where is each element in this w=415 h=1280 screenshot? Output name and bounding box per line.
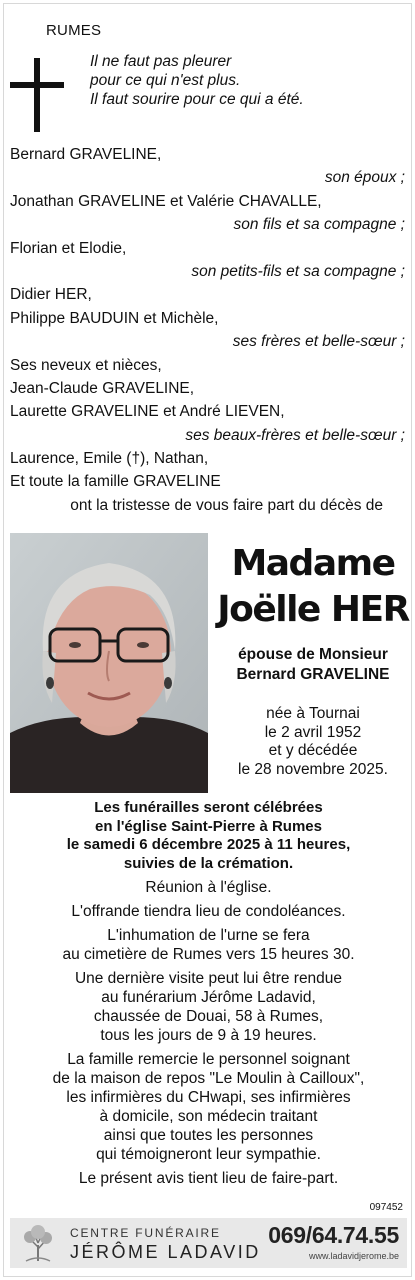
brand-line-2: JÉRÔME LADAVID (70, 1242, 261, 1262)
date-line: le 28 novembre 2025. (238, 760, 388, 778)
family-member-line: Laurence, Emile (†), Nathan, (10, 450, 209, 468)
reference-number: 097452 (369, 1202, 403, 1213)
family-member-line: Bernard GRAVELINE, (10, 146, 162, 163)
info-paragraph (10, 1050, 407, 1164)
info-line: chaussée de Douai, 58 à Rumes, (93, 1008, 324, 1025)
info-line: ainsi que toutes les personnes (103, 1127, 314, 1144)
family-member-line: Jean-Claude GRAVELINE, (10, 379, 195, 397)
family-member-line: Et toute la famille GRAVELINE (10, 473, 221, 491)
funeral-line: en l'église Saint-Pierre à Rumes (95, 817, 322, 835)
info-paragraph (10, 1169, 407, 1188)
funeral-home-banner (10, 1218, 407, 1268)
funeral-line: Les funérailles seront célébrées (94, 799, 323, 816)
spouse-line: épouse de Monsieur (238, 646, 388, 663)
phone-number[interactable]: 069/64.74.55 (268, 1222, 399, 1248)
deceased-title: Madame (231, 543, 395, 584)
family-member-line: Ses neveux et nièces, (10, 356, 162, 374)
tree-logo-icon (18, 1223, 58, 1263)
info-paragraph (10, 969, 407, 1045)
info-paragraph (10, 926, 407, 964)
date-line: née à Tournai (266, 705, 360, 722)
info-line: Une dernière visite peut lui être rendue (74, 970, 343, 987)
deceased-name: Joëlle HER (217, 589, 409, 630)
website-link[interactable]: www.ladavidjerome.be (308, 1251, 399, 1261)
brand-line-1: CENTRE FUNÉRAIRE (70, 1226, 221, 1240)
spouse-line: Bernard GRAVELINE (236, 666, 390, 683)
date-line: le 2 avril 1952 (264, 723, 362, 741)
announcement-line: ont la tristesse de vous faire part du décès de (70, 496, 383, 514)
date-line: et y décédée (268, 742, 358, 759)
funeral-line: le samedi 6 décembre 2025 à 11 heures, (66, 836, 351, 853)
info-line: de la maison de repos "Le Moulin à Cailloux", (52, 1070, 365, 1087)
info-line: Le présent avis tient lieu de faire-part. (78, 1170, 339, 1187)
quote-line: Il faut sourire pour ce qui a été. (90, 91, 304, 108)
quote-line: Il ne faut pas pleurer (90, 53, 232, 70)
spouse-info (215, 645, 411, 685)
funeral-line: suivies de la crémation. (123, 854, 294, 872)
deceased-name-block (215, 541, 411, 633)
info-line: L'inhumation de l'urne se fera (107, 927, 310, 944)
family-list (10, 143, 407, 517)
info-line: les infirmières du CHwapi, ses infirmières (66, 1089, 351, 1106)
info-line: au cimetière de Rumes vers 15 heures 30. (62, 946, 355, 963)
info-line: tous les jours de 9 à 19 heures. (100, 1027, 317, 1044)
life-dates (215, 705, 411, 779)
relation-line: ses beaux-frères et belle-sœur ; (185, 426, 405, 444)
family-member-line: Philippe BAUDUIN et Michèle, (10, 309, 219, 327)
relation-line: son petits-fils et sa compagne ; (191, 262, 405, 280)
town-name: RUMES (46, 22, 102, 39)
info-line: Réunion à l'église. (145, 879, 272, 896)
info-line: qui témoigneront leur sympathie. (96, 1146, 321, 1163)
relation-line: son époux ; (324, 169, 405, 187)
info-line: à domicile, son médecin traitant (99, 1108, 318, 1125)
family-member-line: Didier HER, (10, 286, 92, 304)
funeral-announcement (10, 799, 407, 873)
family-member-line: Laurette GRAVELINE et André LIEVEN, (10, 403, 285, 421)
family-member-line: Jonathan GRAVELINE et Valérie CHAVALLE, (10, 192, 322, 210)
portrait-photo (10, 533, 208, 793)
quote-line: pour ce qui n'est plus. (90, 72, 241, 89)
info-line: L'offrande tiendra lieu de condoléances. (71, 903, 346, 920)
info-paragraph (10, 878, 407, 897)
info-paragraph (10, 902, 407, 921)
relation-line: son fils et sa compagne ; (233, 216, 405, 234)
memorial-quote (90, 52, 304, 109)
info-line: La famille remercie le personnel soignant (67, 1051, 350, 1068)
funeral-details (10, 799, 407, 1188)
relation-line: ses frères et belle-sœur ; (232, 333, 405, 351)
info-line: au funérarium Jérôme Ladavid, (101, 989, 316, 1006)
family-member-line: Florian et Elodie, (10, 239, 127, 257)
cross-icon (10, 58, 64, 132)
